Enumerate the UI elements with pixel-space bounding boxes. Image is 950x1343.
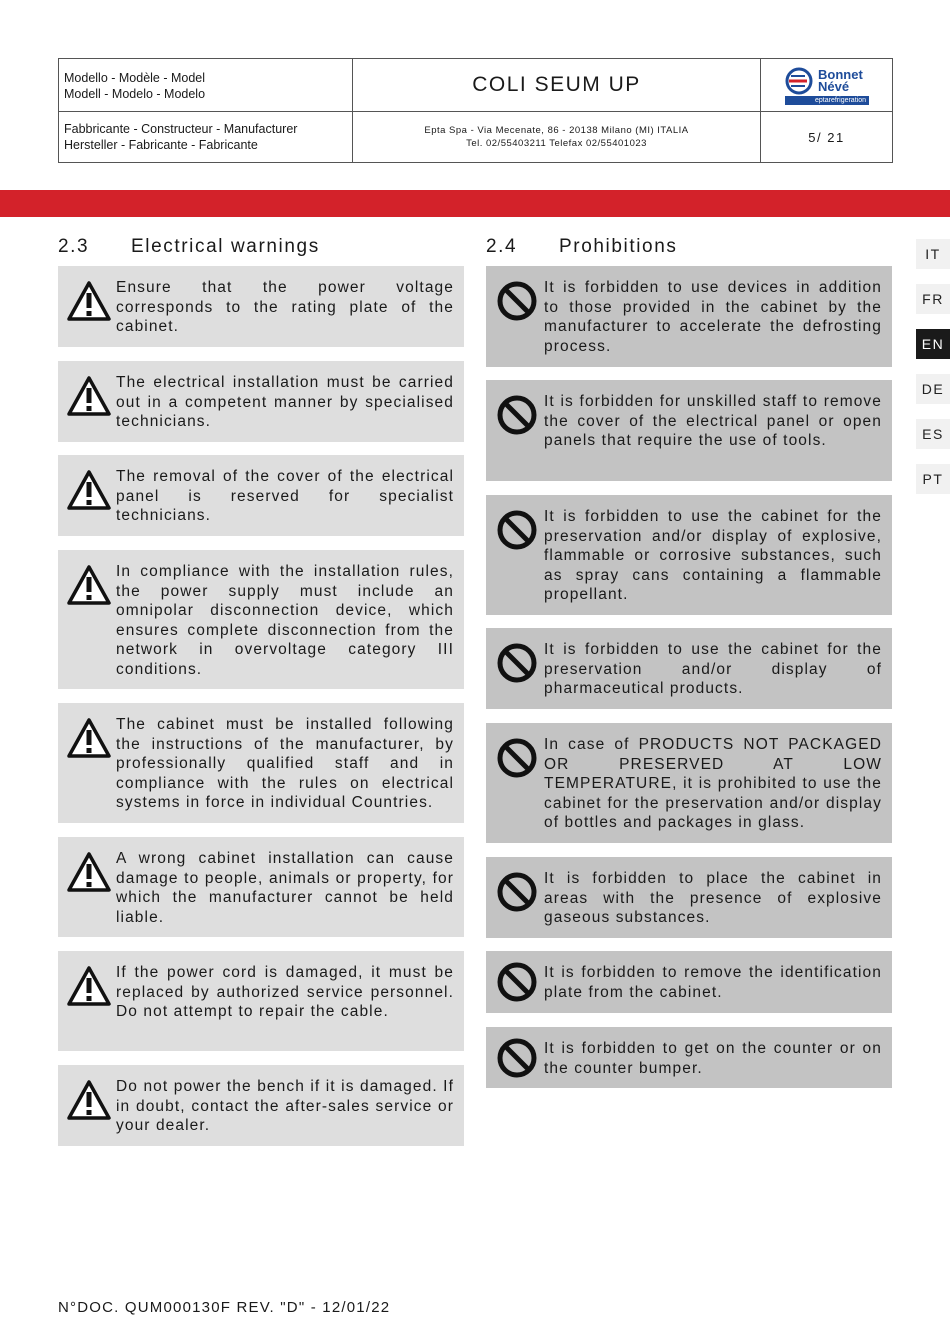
warning-text: The cabinet must be installed following the instructions of the manufacturer, by professionally qualified staff and in compliance with the rules on electrical systems in force in individual Countries.: [116, 716, 454, 811]
warning-triangle-icon: [66, 280, 112, 322]
prohibition-text: It is forbidden to remove the identification plate from the cabinet.: [544, 964, 882, 1001]
prohibition-box: [486, 1027, 892, 1088]
prohibition-text: It is forbidden to get on the counter or on the counter bumper.: [544, 1040, 882, 1077]
logo-cell: [761, 59, 892, 112]
warning-box: [58, 361, 464, 442]
bonnet-neve-logo: [785, 67, 871, 107]
warning-box: [58, 455, 464, 536]
section-heading: Prohibitions: [559, 236, 678, 257]
logo-line1: Bonnet: [818, 67, 863, 82]
address-line2: Tel. 02/55403211 Telefax 02/55401023: [466, 138, 647, 149]
warning-text: The electrical installation must be carried out in a competent manner by specialised technicians.: [116, 374, 454, 430]
prohibition-icon: [494, 961, 540, 1003]
lang-tab-es[interactable]: ES: [916, 419, 950, 449]
warning-text: In compliance with the installation rules, the power supply must include an omnipolar disconnection device, which ensures complete disconnection from the network in overvoltage category III conditions.: [116, 563, 454, 678]
section-title-prohibitions: [486, 236, 886, 260]
lang-tab-fr[interactable]: FR: [916, 284, 950, 314]
red-band-divider: [0, 190, 950, 217]
warning-box: [58, 266, 464, 347]
prohibition-box: [486, 628, 892, 709]
manufacturer-label: [59, 112, 353, 162]
warning-box: [58, 703, 464, 823]
warning-text: The removal of the cover of the electrical panel is reserved for specialist technicians.: [116, 468, 454, 524]
warning-box: [58, 951, 464, 1051]
manufacturer-label-line2: Hersteller - Fabricante - Fabricante: [64, 138, 258, 152]
model-label-line1: Modello - Modèle - Model: [64, 71, 206, 85]
warning-box: [58, 837, 464, 937]
section-heading: Electrical warnings: [131, 236, 320, 257]
prohibition-icon: [494, 1037, 540, 1079]
lang-tab-de[interactable]: DE: [916, 374, 950, 404]
prohibition-text: In case of PRODUCTS NOT PACKAGED OR PRESERVED AT LOW TEMPERATURE, it is prohibited to use the cabinet for the preservation and/or display of bottles and packages in glass.: [544, 736, 882, 831]
prohibition-text: It is forbidden to use devices in addition to those provided in the cabinet by the manufacturer to accelerate the defrosting process.: [544, 279, 882, 355]
prohibition-box: [486, 723, 892, 843]
warning-text: If the power cord is damaged, it must be replaced by authorized service personnel. Do not attempt to repair the cable.: [116, 964, 454, 1020]
prohibition-icon: [494, 509, 540, 551]
section-number: 2.3: [58, 236, 90, 257]
warning-triangle-icon: [66, 965, 112, 1007]
model-label-line2: Modell - Modelo - Modelo: [64, 87, 206, 101]
section-title-electrical: [58, 236, 458, 260]
document-number-footer: N°DOC. QUM000130F REV. "D" - 12/01/22: [58, 1299, 391, 1316]
page-number: 5/ 21: [808, 129, 845, 145]
prohibition-icon: [494, 737, 540, 779]
prohibition-text: It is forbidden to use the cabinet for the preservation and/or display of pharmaceutical products.: [544, 641, 882, 697]
logo-sub: eptarefrigeration: [785, 96, 869, 105]
logo-line2: Névé: [818, 79, 850, 94]
prohibition-icon: [494, 394, 540, 436]
prohibition-box: [486, 380, 892, 481]
address-line1: Epta Spa - Via Mecenate, 86 - 20138 Milano (MI) ITALIA: [424, 125, 689, 136]
warning-triangle-icon: [66, 469, 112, 511]
warning-text: Ensure that the power voltage corresponds to the rating plate of the cabinet.: [116, 279, 454, 335]
warning-triangle-icon: [66, 1079, 112, 1121]
warning-triangle-icon: [66, 375, 112, 417]
warning-text: A wrong cabinet installation can cause damage to people, animals or property, for which the manufacturer cannot be held liable.: [116, 850, 454, 926]
prohibition-box: [486, 266, 892, 367]
lang-tab-it[interactable]: IT: [916, 239, 950, 269]
warning-triangle-icon: [66, 717, 112, 759]
prohibition-icon: [494, 871, 540, 913]
warning-box: [58, 1065, 464, 1146]
prohibition-text: It is forbidden for unskilled staff to remove the cover of the electrical panel or open panels that require the use of tools.: [544, 393, 882, 449]
prohibition-box: [486, 951, 892, 1013]
prohibition-icon: [494, 642, 540, 684]
warning-text: Do not power the bench if it is damaged. If in doubt, contact the after-sales service or your dealer.: [116, 1078, 454, 1134]
lang-tab-pt[interactable]: PT: [916, 464, 950, 494]
prohibition-box: [486, 857, 892, 938]
document-header: [58, 58, 893, 163]
warning-box: [58, 550, 464, 689]
prohibition-text: It is forbidden to use the cabinet for the preservation and/or display of explosive, flammable or corrosive substances, such as spray cans containing a flammable propellant.: [544, 508, 882, 603]
model-label: [59, 59, 353, 112]
manufacturer-label-line1: Fabbricante - Constructeur - Manufacturer: [64, 122, 298, 136]
warning-triangle-icon: [66, 851, 112, 893]
section-number: 2.4: [486, 236, 518, 257]
prohibition-icon: [494, 280, 540, 322]
lang-tab-en[interactable]: EN: [916, 329, 950, 359]
model-name: COLI SEUM UP: [353, 59, 761, 112]
manufacturer-address: [353, 112, 761, 162]
prohibition-text: It is forbidden to place the cabinet in areas with the presence of explosive gaseous substances.: [544, 870, 882, 926]
warning-triangle-icon: [66, 564, 112, 606]
prohibition-box: [486, 495, 892, 615]
logo-globe-icon: [785, 67, 815, 97]
